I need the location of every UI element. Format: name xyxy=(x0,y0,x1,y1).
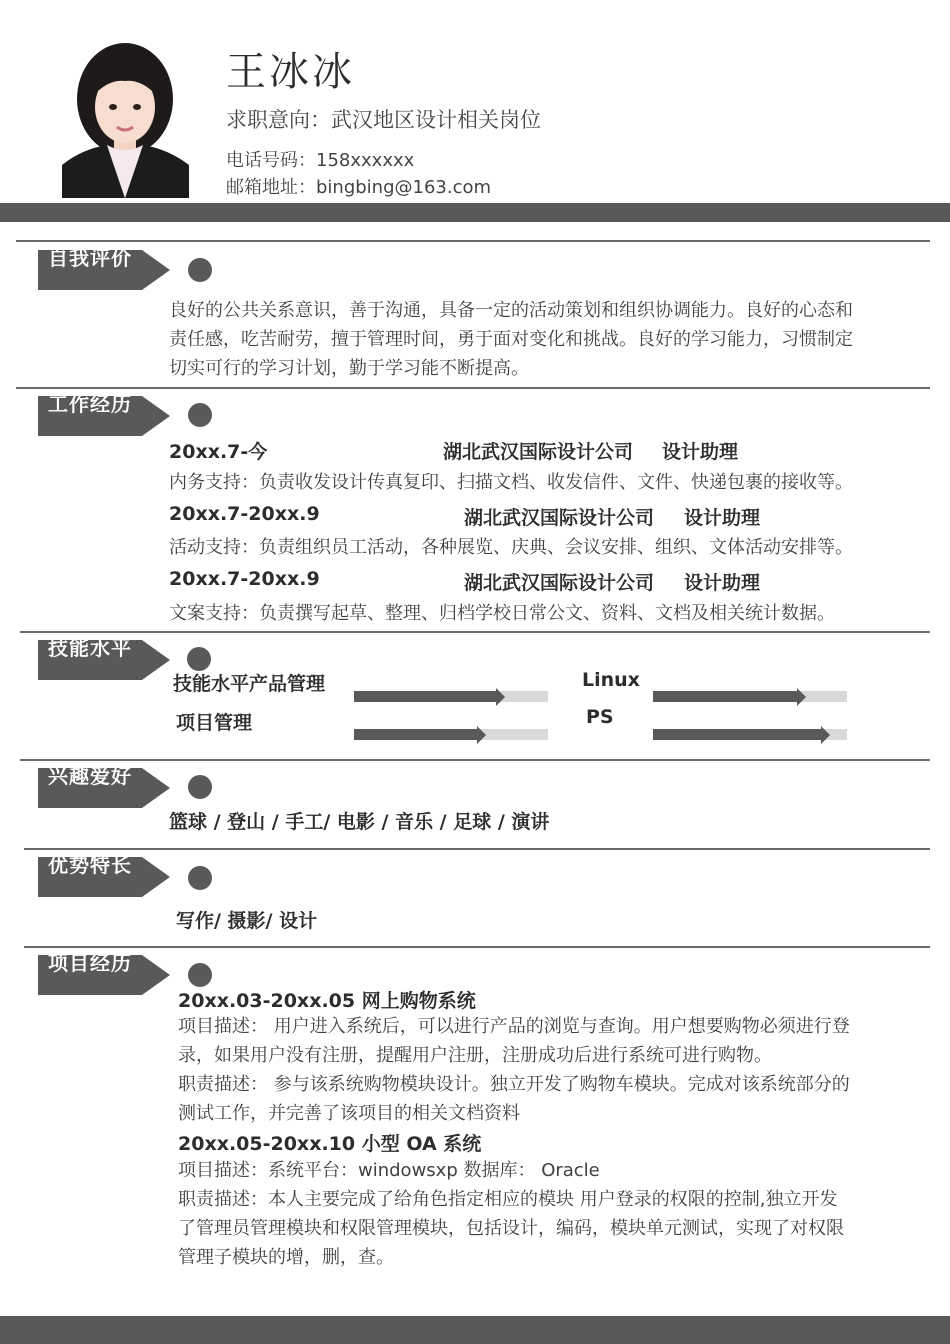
section-divider xyxy=(24,848,930,850)
bullet-dot xyxy=(188,963,212,987)
section-title: 自我评价 xyxy=(48,246,132,270)
work-desc: 活动支持：负责组织员工活动，各种展览、庆典、会议安排、组织、文体活动安排等。 xyxy=(169,537,853,558)
skill-bar-fill xyxy=(354,691,496,702)
project-description: 项目描述：系统平台：windowsxp 数据库： Oracle 职责描述：本人主要完成了给角色指定相应的模块 用户登录的权限的控制,独立开发 了管理员管理模块和权限管理模块，包括设计，编码，模块单元测试，实现了对权限 管理子模块的增，删，查。 xyxy=(178,1160,844,1268)
section-tag-skills xyxy=(38,636,170,680)
work-period: 20xx.7-今 xyxy=(169,441,268,463)
footer-band xyxy=(0,1316,950,1344)
skill-label: PS xyxy=(586,706,614,728)
section-title: 兴趣爱好 xyxy=(48,764,132,788)
section-tag-hobbies xyxy=(38,764,170,808)
section-divider xyxy=(24,946,930,948)
project-title: 20xx.03-20xx.05 网上购物系统 xyxy=(178,990,476,1012)
job-intent: 求职意向：武汉地区设计相关岗位 xyxy=(226,108,541,132)
self-eval-text: 良好的公共关系意识，善于沟通，具备一定的活动策划和组织协调能力。良好的心态和 责任感，吃苦耐劳，擅于管理时间，勇于面对变化和挑战。良好的学习能力，习惯制定 切实可行的学习计划，勤于学习能不断提高。 xyxy=(169,300,853,379)
work-desc: 文案支持：负责撰写起草、整理、归档学校日常公文、资料、文档及相关统计数据。 xyxy=(169,603,835,624)
phone-number: 电话号码：158xxxxxx xyxy=(226,150,415,171)
work-period: 20xx.7-20xx.9 xyxy=(169,503,320,525)
section-divider xyxy=(16,387,930,389)
skill-label: Linux xyxy=(582,669,640,691)
bullet-dot xyxy=(188,775,212,799)
section-title: 技能水平 xyxy=(48,636,132,660)
work-company: 湖北武汉国际设计公司 xyxy=(464,572,655,594)
section-divider xyxy=(20,631,930,633)
skill-bar xyxy=(354,688,548,706)
skill-bar-fill xyxy=(653,691,797,702)
section-tag-self-eval xyxy=(38,246,170,290)
skill-bar-arrow xyxy=(821,726,830,744)
bullet-dot xyxy=(188,403,212,427)
section-title: 工作经历 xyxy=(48,392,132,416)
skill-bar xyxy=(653,726,847,744)
bullet-dot xyxy=(188,258,212,282)
skill-bar xyxy=(354,726,548,744)
header-divider-band xyxy=(0,203,950,222)
skill-bar-arrow xyxy=(496,688,505,706)
section-divider xyxy=(16,240,930,242)
skill-bar-arrow xyxy=(477,726,486,744)
section-divider xyxy=(20,759,930,761)
candidate-name: 王冰冰 xyxy=(226,49,355,95)
work-role: 设计助理 xyxy=(684,572,761,594)
hobbies-text: 篮球 / 登山 / 手工/ 电影 / 音乐 / 足球 / 演讲 xyxy=(169,811,550,833)
strengths-text: 写作/ 摄影/ 设计 xyxy=(176,910,318,932)
section-title: 项目经历 xyxy=(48,951,132,975)
skill-bar xyxy=(653,688,847,706)
email-address: 邮箱地址：bingbing@163.com xyxy=(226,177,492,198)
section-tag-strengths xyxy=(38,853,170,897)
work-role: 设计助理 xyxy=(662,441,739,463)
section-tag-work xyxy=(38,392,170,436)
section-title: 优势特长 xyxy=(48,853,132,877)
work-company: 湖北武汉国际设计公司 xyxy=(443,441,634,463)
project-title: 20xx.05-20xx.10 小型 OA 系统 xyxy=(178,1133,482,1155)
skill-bar-fill xyxy=(653,729,821,740)
profile-photo xyxy=(62,37,189,198)
project-description: 项目描述： 用户进入系统后，可以进行产品的浏览与查询。用户想要购物必须进行登 录，如果用户没有注册，提醒用户注册，注册成功后进行系统可进行购物。 职责描述： 参与该系统购物模块设计。独立开发了购物车模块。完成对该系统部分的 测试工作，并完善了该项目的相关文档资料 xyxy=(178,1016,850,1124)
work-desc: 内务支持：负责收发设计传真复印、扫描文档、收发信件、文件、快递包裹的接收等。 xyxy=(169,472,853,493)
section-tag-projects xyxy=(38,951,170,995)
work-role: 设计助理 xyxy=(684,507,761,529)
work-period: 20xx.7-20xx.9 xyxy=(169,568,320,590)
skill-bar-arrow xyxy=(797,688,806,706)
skill-label: 项目管理 xyxy=(176,712,253,734)
work-company: 湖北武汉国际设计公司 xyxy=(464,507,655,529)
skill-bar-fill xyxy=(354,729,477,740)
skill-label: 技能水平产品管理 xyxy=(173,673,326,695)
bullet-dot xyxy=(187,647,211,671)
bullet-dot xyxy=(188,866,212,890)
